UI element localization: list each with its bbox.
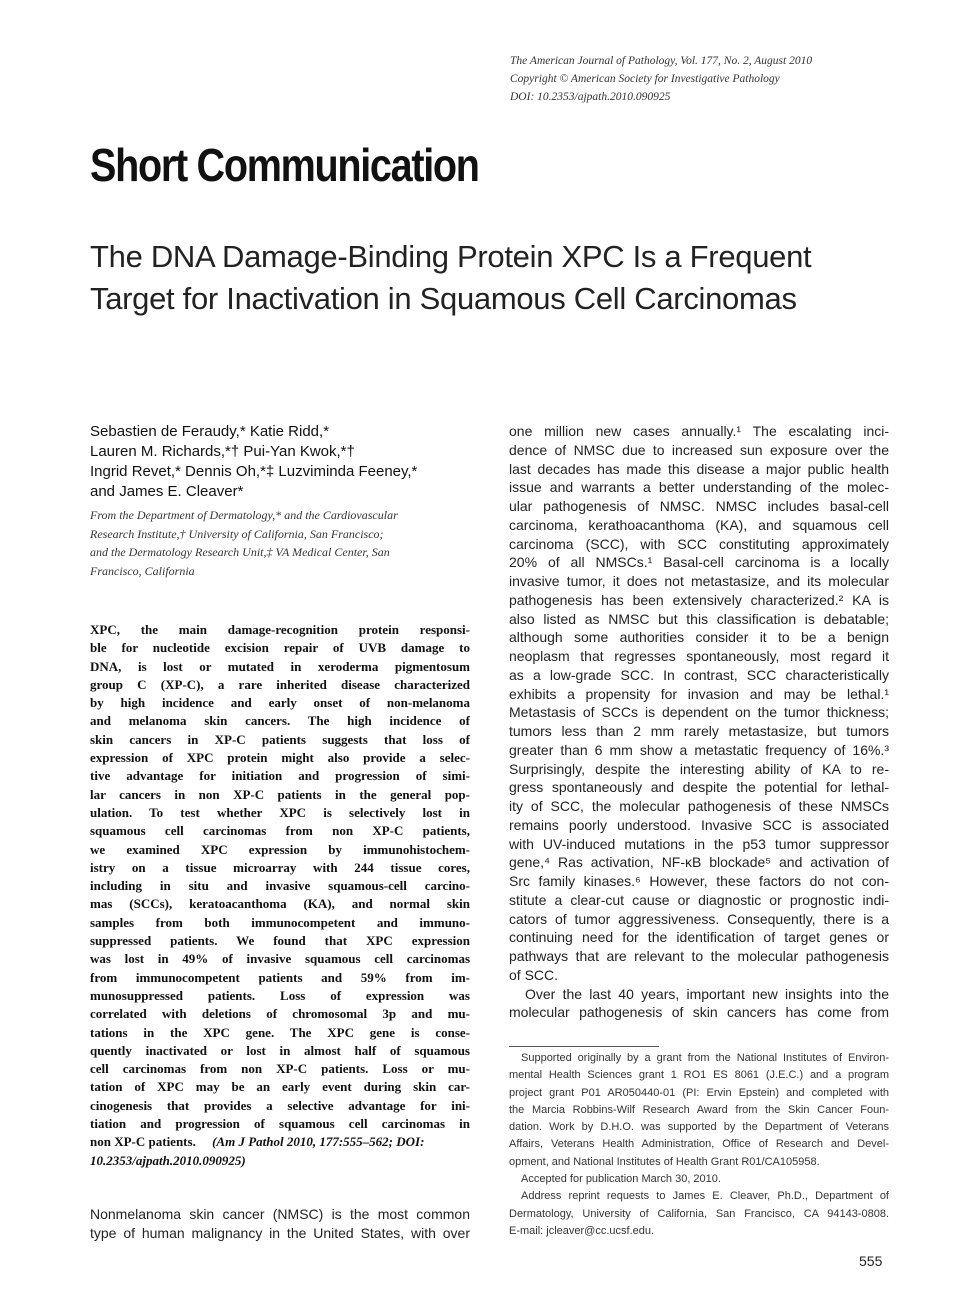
- body-line: neoplasm that regresses spontaneously, most regard it: [509, 648, 889, 664]
- body-line: gress spontaneously and despite the potential for lethal-: [509, 779, 889, 796]
- abstract-line: by high incidence and early onset of non-melanoma: [90, 695, 470, 711]
- abstract-line: suppressed patients. We found that XPC expression: [90, 933, 470, 949]
- body-line: ity of SCC, the molecular pathogenesis of these NMSCs: [509, 798, 889, 814]
- abstract-line: cinogenesis that provides a selective advantage for ini-: [90, 1097, 470, 1113]
- footnote-line: Dermatology, University of California, San Francisco, CA 94143-0808.: [509, 1207, 889, 1220]
- body-line: Metastasis of SCCs is dependent on the tumor thickness;: [509, 704, 889, 721]
- author-line: and James E. Cleaver*: [90, 483, 244, 500]
- abstract-line: from immunocompetent patients and 59% from im-: [90, 969, 470, 985]
- abstract-line: skin cancers in XP-C patients suggests that loss of: [90, 731, 470, 747]
- abstract-line: group C (XP-C), a rare inherited disease characterized: [90, 676, 470, 692]
- abstract-line: istry on a tissue microarray with 244 tissue cores,: [90, 859, 470, 875]
- body-line: also listed as NMSC but this classification is debatable;: [509, 610, 889, 627]
- author-line: Ingrid Revet,* Dennis Oh,*‡ Luzviminda Feeney,*: [90, 463, 418, 480]
- body-line: one million new cases annually.¹ The escalating inci-: [509, 423, 889, 439]
- body-line: carcinoma, kerathoacanthoma (KA), and squamous cell: [509, 516, 889, 533]
- body-line: last decades has made this disease a major public health: [509, 460, 889, 477]
- affiliation-line: From the Department of Dermatology,* and the Cardiovascular: [90, 508, 398, 522]
- abstract-line: XPC, the main damage-recognition protein responsi-: [90, 622, 470, 637]
- reprint-footnote: [509, 1188, 889, 1240]
- body-line: greater than 6 mm show a metastatic frequency of 16%.³: [509, 741, 889, 758]
- abstract-line: lar cancers in non XP-C patients in the general pop-: [90, 786, 470, 802]
- body-line: as a low-grade SCC. In contrast, SCC characteristically: [509, 666, 889, 683]
- copyright-line: Copyright © American Society for Investigative Pathology: [510, 73, 780, 85]
- affiliation-line: Research Institute,† University of California, San Francisco;: [90, 526, 384, 541]
- abstract-body: [90, 621, 470, 1133]
- footnote-line: mental Health Sciences grant 1 RO1 ES 8061 (J.E.C.) and a program: [509, 1069, 889, 1082]
- body-line: gene,⁴ Ras activation, NF-κB blockade⁵ and activation of: [509, 854, 889, 871]
- body-line: molecular pathogenesis of skin cancers has come from: [509, 1004, 889, 1021]
- abstract-line: tations in the XPC gene. The XPC gene is conse-: [90, 1024, 470, 1040]
- affiliation-line: and the Dermatology Research Unit,‡ VA Medical Center, San: [90, 545, 390, 559]
- body-line: pathogenesis has been extensively characterized.² KA is: [509, 591, 889, 608]
- article-title: [90, 236, 910, 320]
- abstract-line: [90, 1133, 470, 1151]
- abstract-line: munosuppressed patients. Loss of expression was: [90, 987, 470, 1003]
- author-line: Sebastien de Feraudy,* Katie Ridd,*: [90, 423, 330, 440]
- author-list: [90, 422, 480, 502]
- body-line: tumors less than 2 mm rarely metastasize, but tumors: [509, 723, 889, 739]
- abstract-line: mas (SCCs), keratoacanthoma (KA), and normal skin: [90, 896, 470, 912]
- abstract-line: expression of XPC protein might also provide a selec-: [90, 750, 470, 766]
- affiliations: [90, 506, 480, 580]
- footnote-divider: [509, 1046, 659, 1047]
- body-column-right: [509, 422, 889, 1022]
- author-line: Lauren M. Richards,*† Pui-Yan Kwok,*†: [90, 443, 355, 460]
- body-line: Over the last 40 years, important new insights into the: [525, 985, 889, 1002]
- journal-header: [510, 52, 930, 106]
- body-line: carcinoma (SCC), with SCC constituting approximately: [509, 535, 889, 552]
- body-line: cators of tumor aggressiveness. Consequently, there is a: [509, 910, 889, 927]
- abstract-line: DNA, is lost or mutated in xeroderma pigmentosum: [90, 658, 470, 674]
- abstract-last-text: non XP-C patients.: [90, 1134, 196, 1150]
- abstract-line: cell carcinomas from non XP-C patients. Loss or mu-: [90, 1061, 470, 1077]
- body-line: 20% of all NMSCs.¹ Basal-cell carcinoma is a locally: [509, 554, 889, 571]
- abstract-line: tive advantage for initiation and progression of simi-: [90, 768, 470, 784]
- body-line: remains poorly understood. Invasive SCC is associated: [509, 816, 889, 833]
- funding-footnote: [509, 1050, 889, 1171]
- footnote-line: Affairs, Veterans Health Administration, Office of Research and Devel-: [509, 1138, 889, 1151]
- footnote-line: opment, and National Institutes of Health Grant R01/CA105958.: [509, 1155, 820, 1168]
- abstract-line: correlated with deletions of chromosomal 3p and mu-: [90, 1006, 470, 1022]
- page-number: 555: [859, 1253, 883, 1269]
- affiliation-line: Francisco, California: [90, 563, 195, 578]
- footnote-line: the Marcia Robbins-Wilf Research Award from the Skin Cancer Foun-: [509, 1103, 889, 1116]
- accepted-date: Accepted for publication March 30, 2010.: [521, 1173, 721, 1186]
- abstract-line: and melanoma skin cancers. The high incidence of: [90, 713, 470, 729]
- section-label: Short Communication: [90, 139, 479, 191]
- body-line: continuing need for the identification of target genes or: [509, 929, 889, 946]
- abstract-line: including in situ and invasive squamous-cell carcino-: [90, 878, 470, 894]
- abstract-line: we examined XPC expression by immunohistochem-: [90, 841, 470, 857]
- body-line: Src family kinases.⁶ However, these factors do not con-: [509, 873, 889, 889]
- footnote-line: Supported originally by a grant from the National Institutes of Environ-: [521, 1052, 889, 1064]
- body-line: issue and warrants a better understanding of the molec-: [509, 479, 889, 496]
- footnote-line: E-mail: jcleaver@cc.ucsf.edu.: [509, 1224, 655, 1237]
- footnote-line: dation. Work by D.H.O. was supported by the Department of Veterans: [509, 1121, 889, 1134]
- abstract-line: ble for nucleotide excision repair of UVB damage to: [90, 640, 470, 656]
- intro-line: Nonmelanoma skin cancer (NMSC) is the most common: [90, 1206, 470, 1222]
- abstract-line: was lost in 49% of invasive squamous cell carcinomas: [90, 951, 470, 967]
- abstract-line: squamous cell carcinomas from non XP-C patients,: [90, 823, 470, 839]
- intro-paragraph: [90, 1205, 470, 1243]
- abstract: [90, 621, 470, 1170]
- footnote-line: project grant P01 AR050440-01 (PI: Ervin Epstein) and completed with: [509, 1086, 889, 1099]
- abstract-citation: (Am J Pathol 2010, 177:555–562; DOI:: [212, 1134, 425, 1150]
- title-line: Target for Inactivation in Squamous Cell Carcinomas: [90, 281, 797, 316]
- abstract-citation-doi: 10.2353/ajpath.2010.090925): [90, 1152, 246, 1168]
- body-line: Surprisingly, despite the interesting ability of KA to re-: [509, 760, 889, 777]
- title-line: The DNA Damage-Binding Protein XPC Is a Frequent: [90, 239, 812, 274]
- intro-line: type of human malignancy in the United States, with over: [90, 1225, 470, 1241]
- body-line: dence of NMSC due to increased sun exposure over the: [509, 441, 889, 458]
- body-line: pathways that are relevant to the molecular pathogenesis: [509, 948, 889, 964]
- doi-line: DOI: 10.2353/ajpath.2010.090925: [510, 91, 671, 103]
- body-line: ular pathogenesis of NMSC. NMSC includes basal-cell: [509, 498, 889, 514]
- abstract-line: samples from both immunocompetent and immuno-: [90, 914, 470, 930]
- footnote-line: Address reprint requests to James E. Cleaver, Ph.D., Department of: [521, 1190, 889, 1203]
- footnotes: [509, 1050, 889, 1240]
- body-line: exhibits a propensity for invasion and may be lethal.¹: [509, 685, 889, 702]
- body-line: although some authorities consider it to be a benign: [509, 629, 889, 646]
- body-line: stitute a clear-cut cause or diagnostic or prognostic indi-: [509, 891, 889, 908]
- body-paragraph: [509, 422, 889, 985]
- body-line: invasive tumor, it does not metastasize, and its molecular: [509, 573, 889, 589]
- abstract-line: tiation and progression of squamous cell carcinomas in: [90, 1116, 470, 1132]
- abstract-line: quently inactivated or lost in almost half of squamous: [90, 1042, 470, 1058]
- abstract-line: [90, 1152, 470, 1170]
- body-line: with UV-induced mutations in the p53 tumor suppressor: [509, 835, 889, 852]
- body-line: of SCC.: [509, 966, 559, 983]
- abstract-line: ulation. To test whether XPC is selectively lost in: [90, 804, 470, 820]
- journal-citation-line: The American Journal of Pathology, Vol. 177, No. 2, August 2010: [510, 55, 813, 67]
- abstract-line: tation of XPC may be an early event during skin car-: [90, 1079, 470, 1095]
